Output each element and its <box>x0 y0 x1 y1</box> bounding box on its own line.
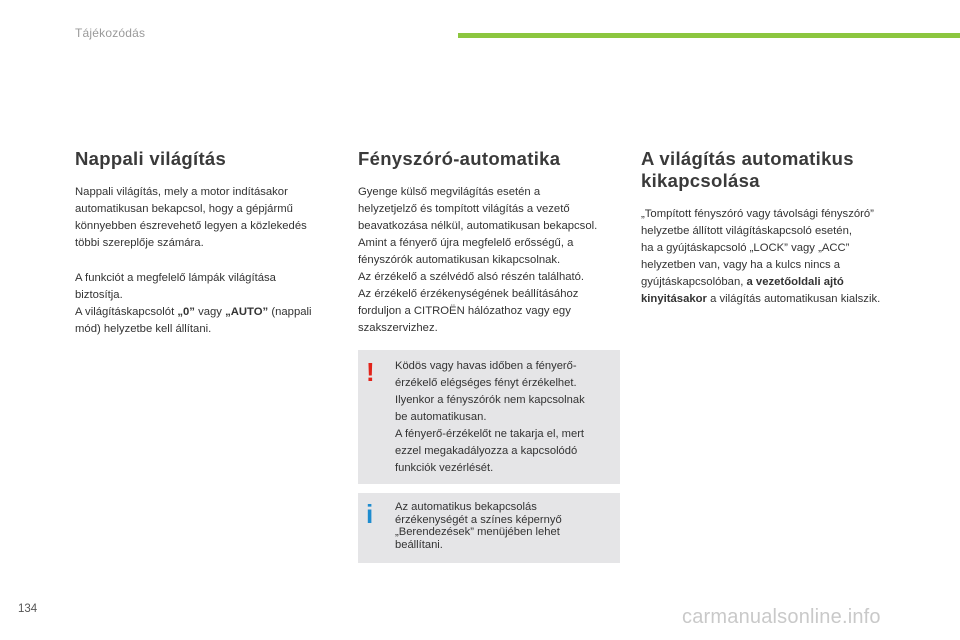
section-title: Tájékozódás <box>75 26 146 40</box>
text-segment: (nappali mód) helyzetbe kell állítani. <box>75 306 312 335</box>
info-icon: i <box>366 499 374 529</box>
heading-automatic-switch-off: A világítás automatikus kikapcsolása <box>641 148 854 191</box>
warning-text: Ködös vagy havas időben a fényerő- érzékelő elégséges fényt érzékelhet. Ilyenkor a fényszórók nem kapcsolnak be automatikusan. A fényerő-érzékelőt ne takarja el, mert ezzel megakadályozza a kapcsolódó funkciók vezérlését. <box>395 360 585 474</box>
paragraph-headlamp-automatic: Gyenge külső megvilágítás esetén a helyzetjelző és tompított világítás a vezető beavatkozása nélkül, automatikusan bekapcsol. Amint a fényerő újra megfelelő erősségű, a fényszórók automatikusan kikapcsolnak. Az érzékelő a szélvédő alsó részén található. Az érzékelő érzékenységének beállításához forduljon a CITROËN hálózathoz vagy egy szakszervizhez. <box>358 186 598 334</box>
bold-position-0: „0” <box>177 306 195 318</box>
text-segment: a világítás automatikusan kialszik. <box>706 293 881 305</box>
info-box <box>358 493 620 563</box>
column-automatic-switch-off <box>641 148 911 308</box>
page-number: 134 <box>18 603 38 615</box>
paragraph-daytime-intro: Nappali világítás, mely a motor indításakor automatikusan bekapcsol, hogy a gépjármű könnyebben észrevehető legyen a közlekedés többi szereplője számára. <box>75 186 307 249</box>
bold-door-opening: a vezetőoldali ajtó kinyitásakor <box>641 276 844 305</box>
column-headlamp-automatic <box>358 148 628 337</box>
info-text: Az automatikus bekapcsolás érzékenységét a színes képernyő „Berendezések” menüjében lehet beállítani. <box>395 501 562 551</box>
bold-position-auto: „AUTO” <box>225 306 269 318</box>
paragraph-daytime-switch <box>75 270 340 338</box>
paragraph-automatic-switch-off <box>641 206 911 308</box>
exclamation-icon: ! <box>366 357 375 387</box>
header-accent-bar <box>458 33 960 38</box>
warning-box <box>358 350 620 484</box>
heading-headlamp-automatic: Fényszóró-automatika <box>358 148 561 169</box>
text-segment: vagy <box>194 306 226 318</box>
column-daytime-lights <box>75 148 340 338</box>
text-segment: A funkciót a megfelelő lámpák világítása biztosítja. A világításkapcsolót <box>75 272 276 318</box>
text-segment: „Tompított fényszóró vagy távolsági fényszóró” helyzetbe állított világításkapcsoló esetén, ha a gyújtáskapcsoló „LOCK” vagy „ACC” helyzetben van, vagy ha a kulcs nincs a gyújtáskapcsolóban, <box>641 208 874 288</box>
heading-daytime-lights: Nappali világítás <box>75 148 227 169</box>
watermark: carmanualsonline.info <box>682 606 881 628</box>
